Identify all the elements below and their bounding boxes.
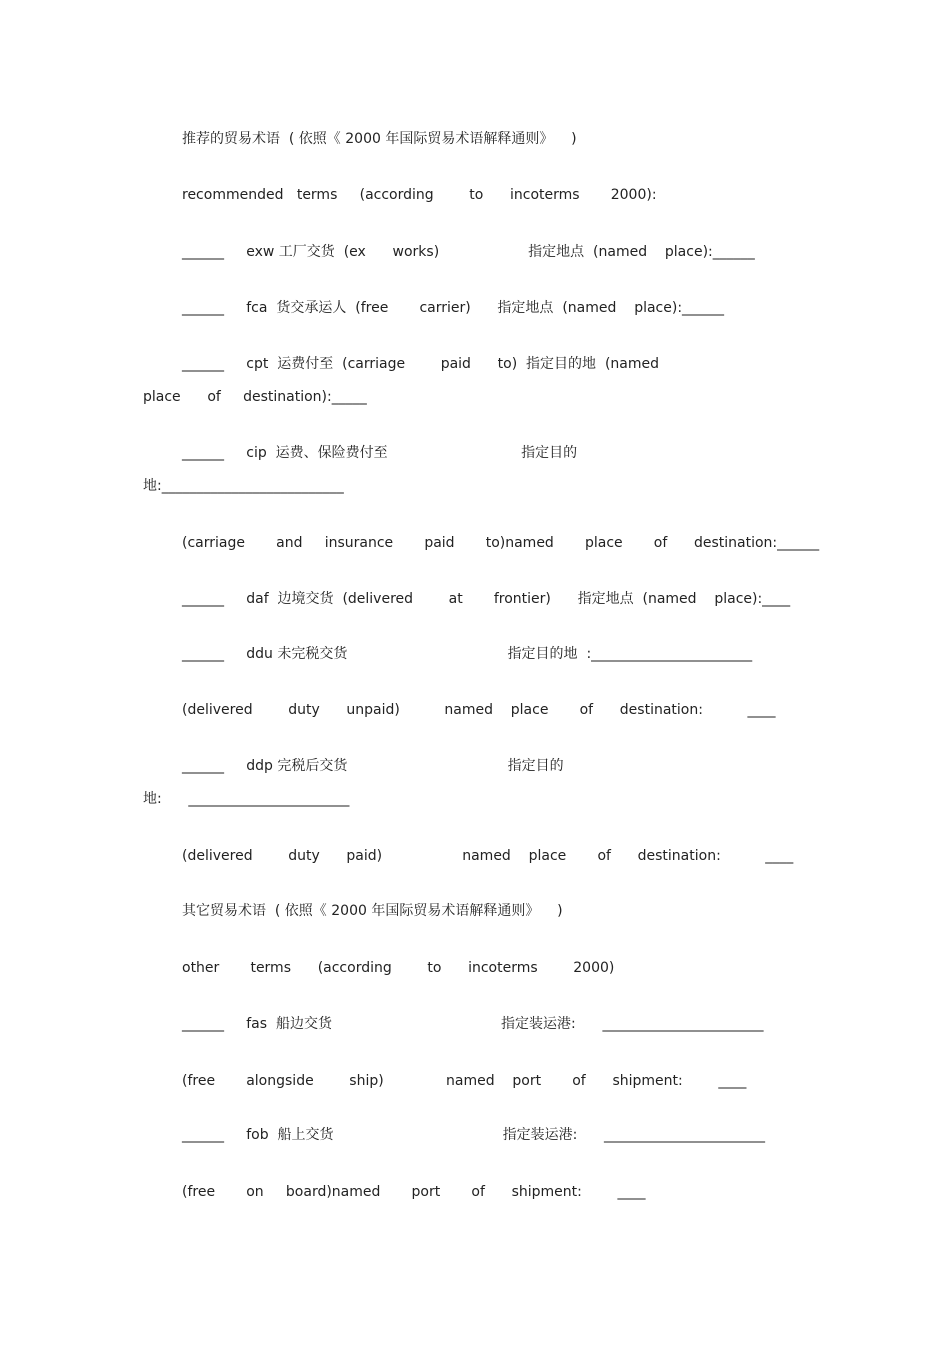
term-ddu-english: (delivered duty unpaid) named place of destination: ____ [182, 702, 776, 718]
heading-other-terms-zh: 其它贸易术语 ( 依照《 2000 年国际贸易术语解释通则》 ) [182, 903, 563, 919]
term-exw: ______ exw 工厂交货 (ex works) 指定地点 (named place):______ [182, 244, 755, 260]
term-fas-english: (free alongside ship) named port of shipment: ____ [182, 1073, 747, 1089]
term-cpt-continuation: place of destination):_____ [143, 389, 367, 405]
term-fob: ______ fob 船上交货 指定装运港: _______________________ [182, 1127, 766, 1143]
term-ddu: ______ ddu 未完税交货 指定目的地 :_______________________ [182, 646, 753, 662]
term-cip: ______ cip 运费、保险费付至 指定目的 [182, 445, 578, 461]
term-cip-continuation: 地:__________________________ [143, 478, 344, 494]
term-ddp-continuation: 地: _______________________ [143, 791, 350, 807]
term-ddp: ______ ddp 完税后交货 指定目的 [182, 758, 564, 774]
heading-recommended-terms-zh: 推荐的贸易术语 ( 依照《 2000 年国际贸易术语解释通则》 ) [182, 131, 577, 147]
term-fob-english: (free on board)named port of shipment: ____ [182, 1184, 646, 1200]
term-fca: ______ fca 货交承运人 (free carrier) 指定地点 (named place):______ [182, 300, 725, 316]
term-cip-english: (carriage and insurance paid to)named place of destination:______ [182, 535, 820, 551]
term-fas: ______ fas 船边交货 指定装运港: _______________________ [182, 1016, 764, 1032]
term-cpt: ______ cpt 运费付至 (carriage paid to) 指定目的地 (named [182, 356, 660, 372]
heading-recommended-terms-en: recommended terms (according to incoterms 2000): [182, 187, 657, 203]
term-ddp-english: (delivered duty paid) named place of destination: ____ [182, 848, 794, 864]
term-daf: ______ daf 边境交货 (delivered at frontier) 指定地点 (named place):____ [182, 591, 791, 607]
heading-other-terms-en: other terms (according to incoterms 2000) [182, 960, 615, 976]
